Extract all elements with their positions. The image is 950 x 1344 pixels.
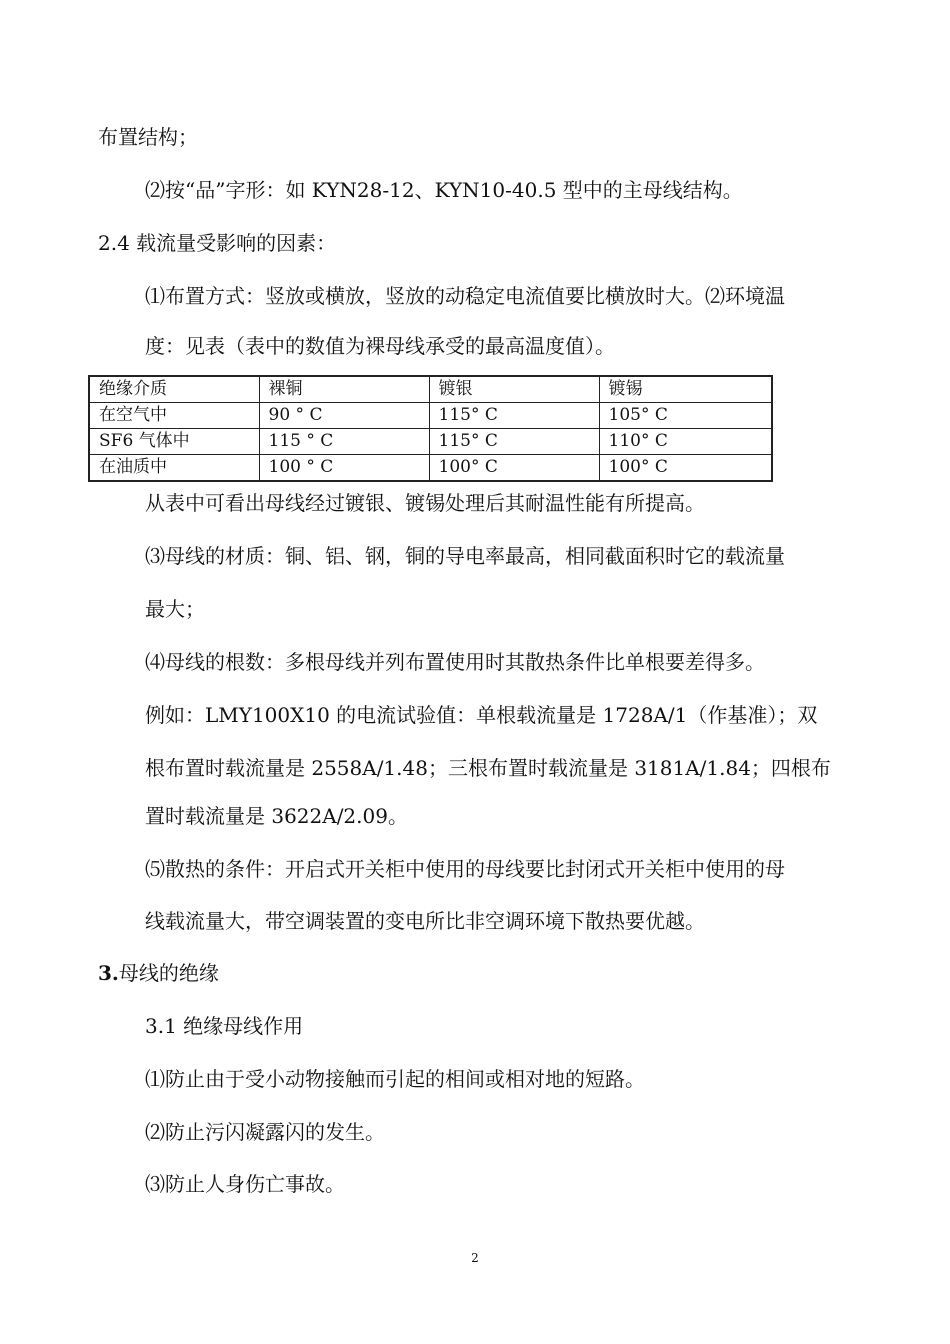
subsection-heading: 3.1 绝缘母线作用 [145,1014,304,1038]
text-line: ⑵按“品”字形：如 KYN28-12、KYN10-40.5 型中的主母线结构。 [145,178,743,202]
page-number: 2 [471,1251,479,1265]
text-line: ⑴布置方式：竖放或横放，竖放的动稳定电流值要比横放时大。⑵环境温 [145,284,785,308]
text-line: 度：见表（表中的数值为裸母线承受的最高温度值）。 [145,334,615,358]
table-cell: 115° C [429,403,599,429]
text-line: ⑶防止人身伤亡事故。 [145,1172,345,1196]
table-cell: 110° C [599,429,772,455]
text-line: 最大； [145,597,205,621]
text-line: 例如：LMY100X10 的电流试验值：单根载流量是 1728A/1（作基准）；双 [145,703,818,727]
text-line: 从表中可看出母线经过镀银、镀锡处理后其耐温性能有所提高。 [145,491,705,515]
table-cell: 100° C [429,455,599,482]
text-line: ⑵防止污闪凝露闪的发生。 [145,1120,385,1144]
table-header-cell: 镀锡 [599,376,772,403]
table-row [89,455,772,482]
text-line: 线载流量大，带空调装置的变电所比非空调环境下散热要优越。 [145,909,705,933]
section-title: 母线的绝缘 [118,961,219,985]
table-header-cell: 绝缘介质 [89,376,259,403]
text-line: 置时载流量是 3622A/2.09。 [145,804,408,828]
text-line: ⑷母线的根数：多根母线并列布置使用时其散热条件比单根要差得多。 [145,650,765,674]
table-row [89,429,772,455]
section-heading [98,960,219,986]
text-line: ⑸散热的条件：开启式开关柜中使用的母线要比封闭式开关柜中使用的母 [145,857,785,881]
table-cell: 105° C [599,403,772,429]
table-cell: 在油质中 [89,455,259,482]
text-line: 布置结构； [98,125,198,149]
section-heading: 2.4 载流量受影响的因素： [98,231,337,255]
table-cell: 90 ° C [259,403,429,429]
temperature-table [88,375,773,482]
table-cell: 115° C [429,429,599,455]
table-cell: 115 ° C [259,429,429,455]
text-line: 根布置时载流量是 2558A/1.48；三根布置时载流量是 3181A/1.84；四根布 [145,756,831,780]
text-line: ⑶母线的材质：铜、铝、钢，铜的导电率最高，相同截面积时它的载流量 [145,544,785,568]
table-cell: 100° C [599,455,772,482]
table-cell: 在空气中 [89,403,259,429]
table-header-cell: 镀银 [429,376,599,403]
table-header-cell: 裸铜 [259,376,429,403]
text-line: ⑴防止由于受小动物接触而引起的相间或相对地的短路。 [145,1067,645,1091]
section-number: 3. [98,961,119,985]
table-row [89,403,772,429]
table-cell: SF6 气体中 [89,429,259,455]
table-header-row [89,376,772,403]
table-cell: 100 ° C [259,455,429,482]
